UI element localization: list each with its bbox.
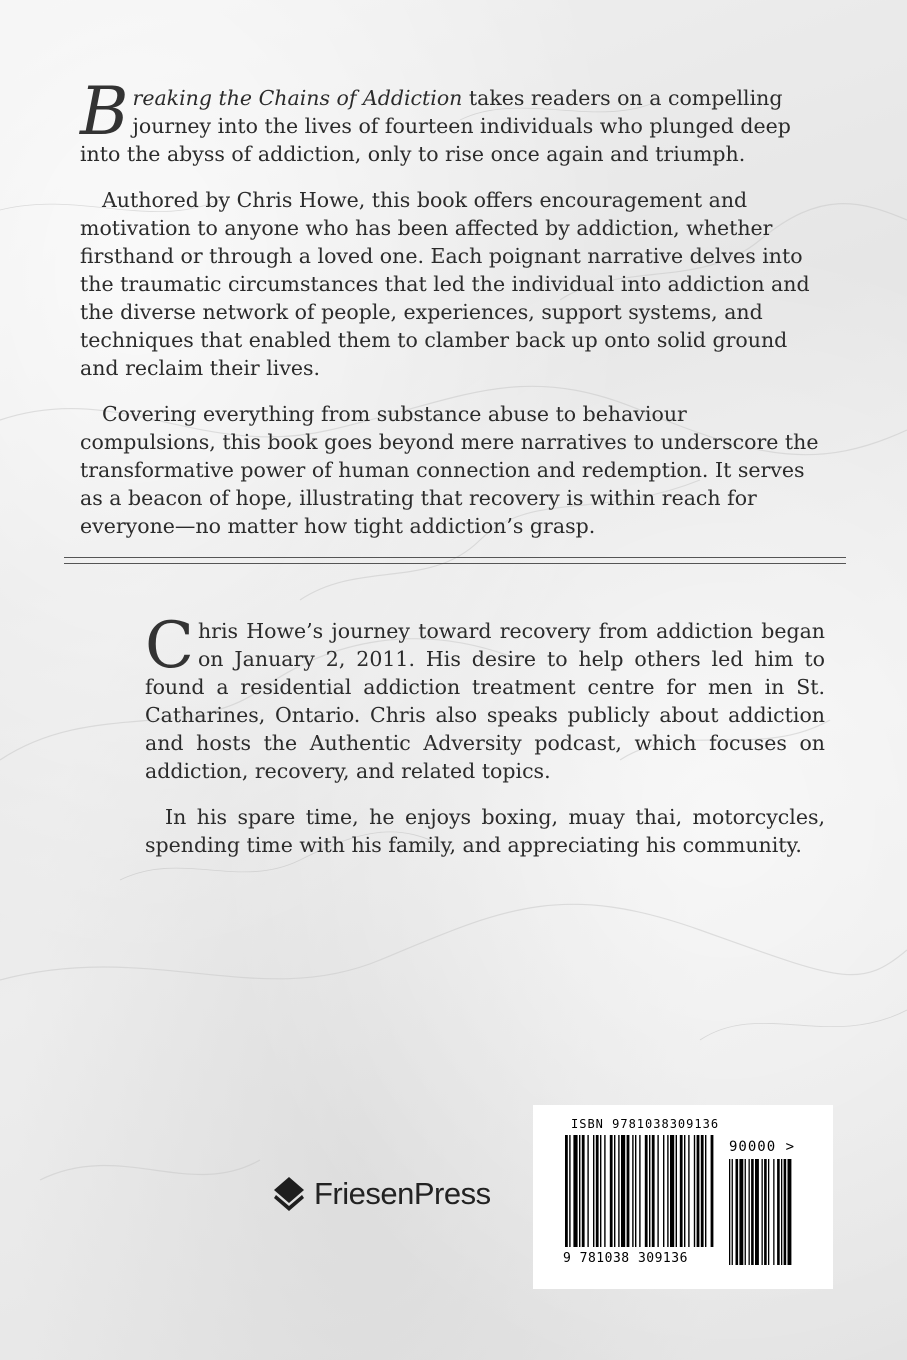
addon-bar (777, 1159, 780, 1265)
barcode-bar (701, 1135, 704, 1247)
addon-bar (781, 1159, 782, 1265)
barcode-bar (579, 1135, 580, 1247)
divider-rule-top (64, 557, 846, 558)
publisher-name: FriesenPress (314, 1176, 491, 1211)
barcode-bar (610, 1135, 613, 1247)
addon-bar (736, 1159, 739, 1265)
barcode-bar (670, 1135, 674, 1247)
bio-paragraph-1 (145, 609, 825, 785)
drop-cap-b: B (80, 73, 129, 150)
barcode-bar (565, 1135, 568, 1247)
addon-number: 90000 > (729, 1139, 796, 1155)
barcode-bar (573, 1135, 577, 1247)
addon-bar (755, 1159, 759, 1265)
publisher-logo (272, 1173, 491, 1215)
back-cover-blurb (80, 73, 826, 558)
addon-bar (773, 1159, 774, 1265)
blurb-paragraph-2: Authored by Chris Howe, this book offers encouragement and motivation to anyone who has been affected by addiction, whether firsthand or through a loved one. Each poignant narrative delves into the traumatic circumstances that led the individual into addiction and the diverse network of people, experiences, support systems, and techniques that enabled them to clamber back up onto solid ground and reclaim their lives. (80, 188, 810, 380)
ean-digits: 9 781038 309136 (563, 1251, 688, 1266)
author-bio (145, 609, 825, 877)
barcode-bar (639, 1135, 640, 1247)
barcode-bar (593, 1135, 594, 1247)
blurb-paragraph-1-text: takes readers on a compelling journey into the lives of fourteen individuals who plunged deep into the abyss of addiction, only to rise once again and triumph. (80, 86, 791, 166)
addon-bar (762, 1159, 763, 1265)
barcode-bar (582, 1135, 585, 1247)
barcode-bar (697, 1135, 700, 1247)
barcode-bar (663, 1135, 664, 1247)
barcode-bar (627, 1135, 630, 1247)
barcode-bar (635, 1135, 636, 1247)
addon-bar (751, 1159, 754, 1265)
blurb-paragraph-1 (80, 73, 826, 168)
addon-bar (745, 1159, 746, 1265)
bio-paragraph-2: In his spare time, he enjoys boxing, muay thai, motorcycles, spending time with his family, and appreciating his community. (145, 805, 825, 857)
barcode-bar (694, 1135, 695, 1247)
barcode-bar (711, 1135, 714, 1247)
barcode-bar (657, 1135, 658, 1247)
barcode-bar (680, 1135, 683, 1247)
barcode-bar (621, 1135, 625, 1247)
barcode-bar (618, 1135, 619, 1247)
addon-bar (729, 1159, 730, 1265)
barcode-bar (569, 1135, 570, 1247)
barcode-bar (684, 1135, 685, 1247)
addon-bar (739, 1159, 743, 1265)
addon-bar (784, 1159, 787, 1265)
barcode-bar (705, 1135, 706, 1247)
friesenpress-diamond-icon (272, 1175, 306, 1213)
book-title: reaking the Chains of Addiction (132, 86, 463, 110)
addon-bar (732, 1159, 733, 1265)
barcode-bar (676, 1135, 677, 1247)
barcode-bar (600, 1135, 601, 1247)
barcode-bar (632, 1135, 633, 1247)
isbn-barcode (533, 1105, 833, 1289)
bio-paragraph-1-text: hris Howe’s journey toward recovery from addiction began on January 2, 2011. His desire to help others led him to found a residential addiction treatment centre for men in St. Catharines, Ontario. Chris also speaks publicly about addiction and hosts the Authentic Adversity podcast, which focuses on addiction, recovery, and related topics. (145, 619, 825, 783)
addon-bar (749, 1159, 750, 1265)
barcode-bar (604, 1135, 605, 1247)
isbn-label: ISBN 9781038309136 (571, 1117, 720, 1131)
addon-bar (788, 1159, 792, 1265)
addon-bar (764, 1159, 767, 1265)
barcode-bar (688, 1135, 689, 1247)
addon-bar (768, 1159, 769, 1265)
barcode-bar (649, 1135, 650, 1247)
divider-rule-bottom (64, 563, 846, 564)
barcode-bar (667, 1135, 668, 1247)
drop-cap-c: C (145, 609, 194, 683)
barcode-bar (614, 1135, 615, 1247)
barcode-bar (596, 1135, 599, 1247)
blurb-paragraph-3: Covering everything from substance abuse to behaviour compulsions, this book goes beyond mere narratives to underscore the transformative power of human connection and redemption. It serves as a beacon of hope, illustrating that recovery is within reach for everyone—no matter how tight addiction’s grasp. (80, 402, 819, 538)
barcode-bar (587, 1135, 588, 1247)
barcode-bar (652, 1135, 655, 1247)
barcode-bar (645, 1135, 648, 1247)
